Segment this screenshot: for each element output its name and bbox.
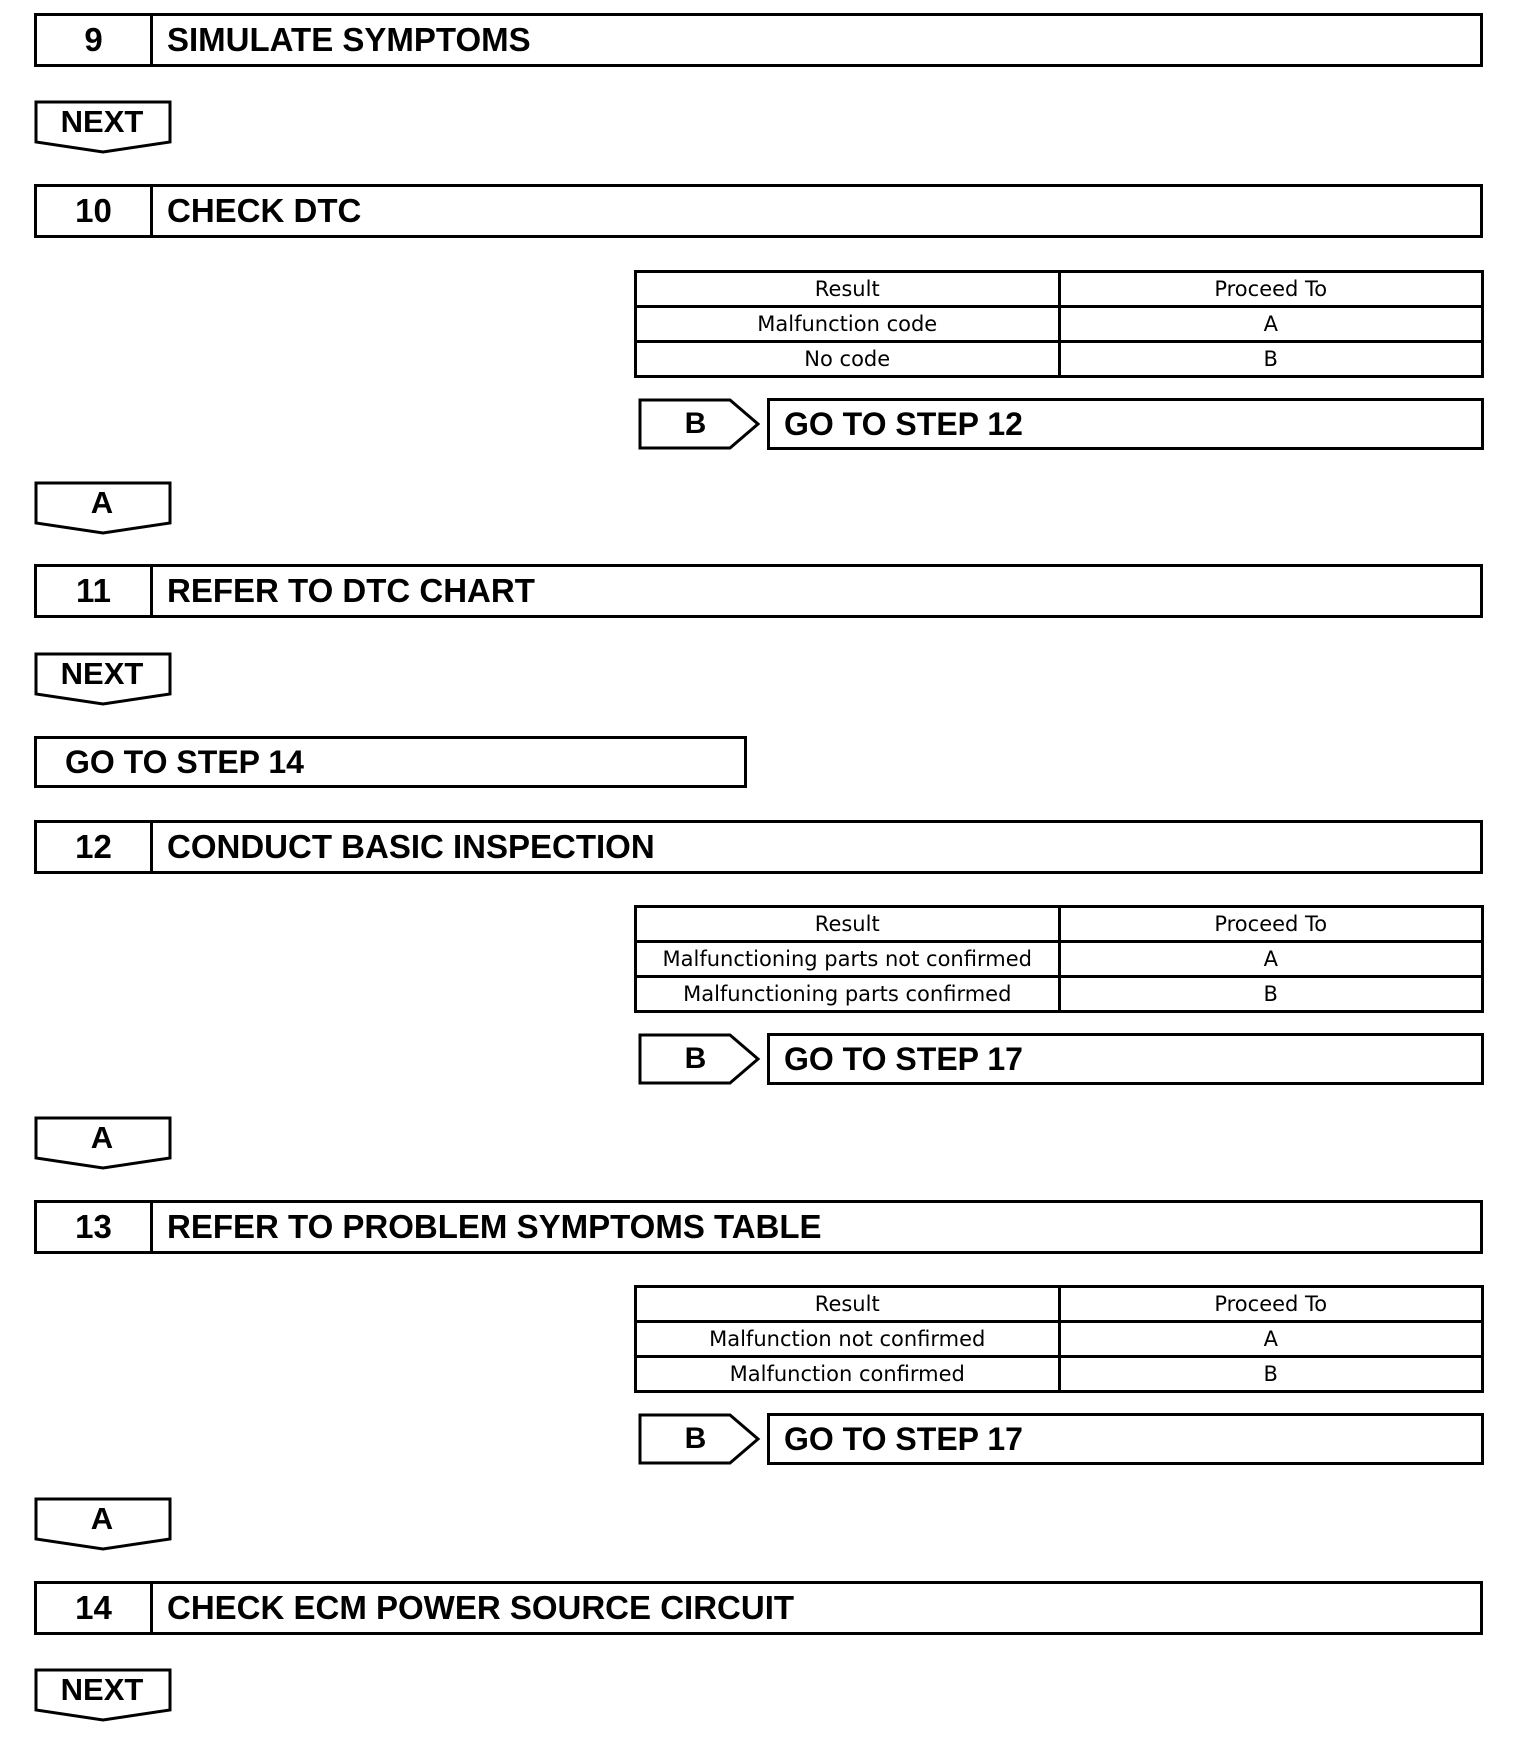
step-number: 11 bbox=[37, 567, 153, 615]
step-14-header bbox=[34, 1581, 1483, 1635]
proceed-header: Proceed To bbox=[1059, 1287, 1483, 1322]
table-row bbox=[636, 1357, 1483, 1392]
branch-label: B bbox=[684, 407, 707, 440]
a-arrow-step-10 bbox=[34, 481, 174, 537]
step-number: 10 bbox=[37, 187, 153, 235]
next-label: NEXT bbox=[60, 656, 144, 691]
result-header: Result bbox=[636, 272, 1060, 307]
a-arrow-step-12 bbox=[34, 1116, 174, 1172]
step-number: 9 bbox=[37, 16, 153, 64]
a-label: A bbox=[90, 1501, 114, 1536]
branch-b-step-13 bbox=[638, 1413, 762, 1465]
step-10-header bbox=[34, 184, 1483, 238]
next-arrow-step-11 bbox=[34, 652, 174, 708]
next-label: NEXT bbox=[60, 1672, 144, 1707]
result-table-step-13 bbox=[634, 1285, 1484, 1393]
proceed-cell: A bbox=[1059, 1322, 1483, 1357]
step-number: 13 bbox=[37, 1203, 153, 1251]
step-title: CONDUCT BASIC INSPECTION bbox=[167, 828, 655, 865]
step-title: REFER TO DTC CHART bbox=[167, 572, 535, 609]
proceed-cell: B bbox=[1059, 1357, 1483, 1392]
step-title: REFER TO PROBLEM SYMPTOMS TABLE bbox=[167, 1208, 822, 1245]
branch-label: B bbox=[684, 1042, 707, 1075]
next-arrow-step-9 bbox=[34, 100, 174, 156]
step-number: 14 bbox=[37, 1584, 153, 1632]
step-title: CHECK ECM POWER SOURCE CIRCUIT bbox=[167, 1589, 795, 1626]
goto-step-17-box: GO TO STEP 17 bbox=[767, 1033, 1484, 1085]
branch-b-step-12 bbox=[638, 1033, 762, 1085]
proceed-header: Proceed To bbox=[1059, 907, 1483, 942]
table-row bbox=[636, 942, 1483, 977]
proceed-header: Proceed To bbox=[1059, 272, 1483, 307]
result-cell: Malfunction code bbox=[636, 307, 1060, 342]
table-row bbox=[636, 977, 1483, 1012]
table-header-row bbox=[636, 272, 1483, 307]
goto-step-14-box: GO TO STEP 14 bbox=[34, 736, 747, 788]
next-label: NEXT bbox=[60, 104, 144, 139]
table-row bbox=[636, 307, 1483, 342]
a-arrow-step-13 bbox=[34, 1497, 174, 1553]
table-header-row bbox=[636, 907, 1483, 942]
proceed-cell: B bbox=[1059, 342, 1483, 377]
proceed-cell: A bbox=[1059, 942, 1483, 977]
proceed-cell: A bbox=[1059, 307, 1483, 342]
a-label: A bbox=[90, 1120, 114, 1155]
result-table-step-10 bbox=[634, 270, 1484, 378]
result-header: Result bbox=[636, 1287, 1060, 1322]
a-label: A bbox=[90, 485, 114, 520]
step-12-header bbox=[34, 820, 1483, 874]
result-cell: No code bbox=[636, 342, 1060, 377]
step-9-header bbox=[34, 13, 1483, 67]
table-header-row bbox=[636, 1287, 1483, 1322]
step-title: CHECK DTC bbox=[167, 192, 362, 229]
result-table-step-12 bbox=[634, 905, 1484, 1013]
branch-label: B bbox=[684, 1422, 707, 1455]
branch-b-step-10 bbox=[638, 398, 762, 450]
step-11-header bbox=[34, 564, 1483, 618]
table-row bbox=[636, 342, 1483, 377]
result-cell: Malfunctioning parts not confirmed bbox=[636, 942, 1060, 977]
proceed-cell: B bbox=[1059, 977, 1483, 1012]
next-arrow-step-14 bbox=[34, 1668, 174, 1724]
result-cell: Malfunction not confirmed bbox=[636, 1322, 1060, 1357]
result-cell: Malfunction confirmed bbox=[636, 1357, 1060, 1392]
step-13-header bbox=[34, 1200, 1483, 1254]
result-cell: Malfunctioning parts confirmed bbox=[636, 977, 1060, 1012]
table-row bbox=[636, 1322, 1483, 1357]
goto-step-12-box: GO TO STEP 12 bbox=[767, 398, 1484, 450]
step-number: 12 bbox=[37, 823, 153, 871]
result-header: Result bbox=[636, 907, 1060, 942]
step-title: SIMULATE SYMPTOMS bbox=[167, 21, 531, 58]
goto-step-17-box: GO TO STEP 17 bbox=[767, 1413, 1484, 1465]
